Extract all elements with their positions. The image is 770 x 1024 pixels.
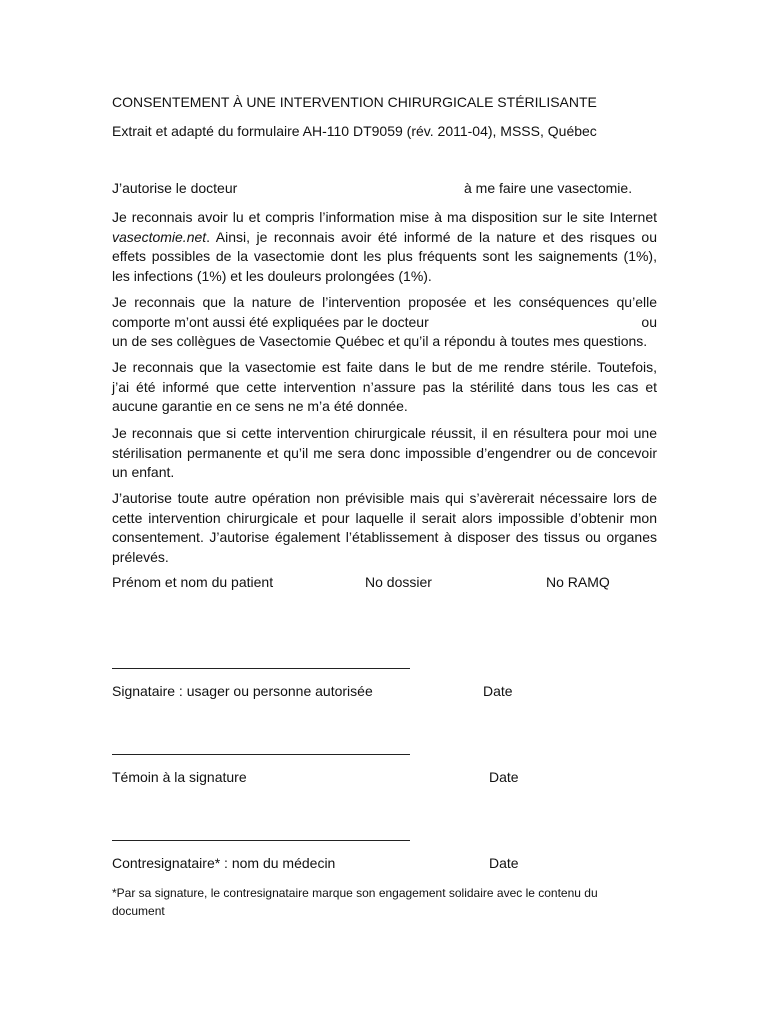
- website-name: vasectomie.net: [112, 228, 207, 245]
- paragraph-line: effets possibles de la vasectomie dont les plus fréquents sont les saignements (1%),: [112, 248, 657, 264]
- paragraph-line: un de ses collègues de Vasectomie Québec et qu’il a répondu à toutes mes questions.: [112, 333, 648, 349]
- signatory-label: Signataire : usager ou personne autorisée: [112, 683, 373, 699]
- paragraph-line: Je reconnais que la vasectomie est faite dans le but de me rendre stérile. Toutefois,: [112, 359, 657, 375]
- paragraph-line: prélevés.: [112, 548, 169, 565]
- paragraph-information: [112, 208, 657, 286]
- paragraph-line: comporte m’ont aussi été expliquées par le docteur ou: [112, 313, 657, 330]
- signature-line-physician[interactable]: [112, 840, 410, 841]
- paragraph-line: Je reconnais avoir lu et compris l’information mise à ma disposition sur le site Internet: [112, 209, 657, 225]
- paragraph-authorization: [112, 489, 657, 567]
- signature-line-patient[interactable]: [112, 668, 410, 669]
- signatory-date-label: Date: [483, 683, 513, 699]
- paragraph-line: J’autorise toute autre opération non prévisible mais qui s’avèrerait nécessaire lors de: [112, 490, 657, 506]
- paragraph-explanation: [112, 293, 657, 352]
- paragraph-line: Je reconnais que la nature de l’intervention proposée et les conséquences qu’elle: [112, 294, 657, 310]
- document-title: CONSENTEMENT À UNE INTERVENTION CHIRURGICALE STÉRILISANTE: [112, 94, 597, 110]
- paragraph-line: les infections (1%) et les douleurs prolongées (1%).: [112, 267, 432, 284]
- paragraph-sterility: [112, 358, 657, 417]
- witness-label: Témoin à la signature: [112, 769, 247, 785]
- dossier-number-label: No dossier: [365, 574, 432, 590]
- paragraph-line: stérilisation permanente et qu’il me sera donc impossible d’engendrer ou de concevoir: [112, 444, 657, 461]
- paragraph-line: Je reconnais que si cette intervention chirurgicale réussit, il en résultera pour moi une: [112, 425, 657, 441]
- paragraph-permanence: [112, 424, 657, 483]
- signature-line-witness[interactable]: [112, 754, 410, 755]
- countersignatory-date-label: Date: [489, 855, 519, 871]
- countersignatory-label: Contresignataire* : nom du médecin: [112, 855, 336, 871]
- paragraph-line: consentement. J’autorise également l’établissement à disposer des tissus ou organes: [112, 529, 657, 545]
- paragraph-line: un enfant.: [112, 464, 175, 480]
- footnote-marker: *: [112, 886, 117, 900]
- paragraph-line: j’ai été informé que cette intervention n’assure pas la stérilité dans tous les cas et: [112, 378, 657, 395]
- authorize-doctor-label: J’autorise le docteur: [112, 180, 238, 196]
- document-subtitle: Extrait et adapté du formulaire AH-110 DT9059 (rév. 2011-04), MSSS, Québec: [112, 123, 597, 139]
- footnote-line: document: [112, 904, 165, 918]
- authorize-vasectomy-text: à me faire une vasectomie.: [464, 180, 633, 196]
- witness-date-label: Date: [489, 769, 519, 785]
- ramq-number-label: No RAMQ: [546, 574, 610, 590]
- paragraph-line: cette intervention chirurgicale et pour laquelle il serait alors impossible d’obtenir mon: [112, 509, 657, 526]
- paragraph-line: vasectomie.net. Ainsi, je reconnais avoir été informé de la nature et des risques ou: [112, 228, 657, 245]
- footnote: [112, 884, 657, 920]
- footnote-line: *Par sa signature, le contresignataire marque son engagement solidaire avec le contenu du: [112, 886, 598, 900]
- patient-name-label: Prénom et nom du patient: [112, 574, 274, 590]
- paragraph-line: aucune garantie en ce sens ne m’a été donnée.: [112, 398, 408, 414]
